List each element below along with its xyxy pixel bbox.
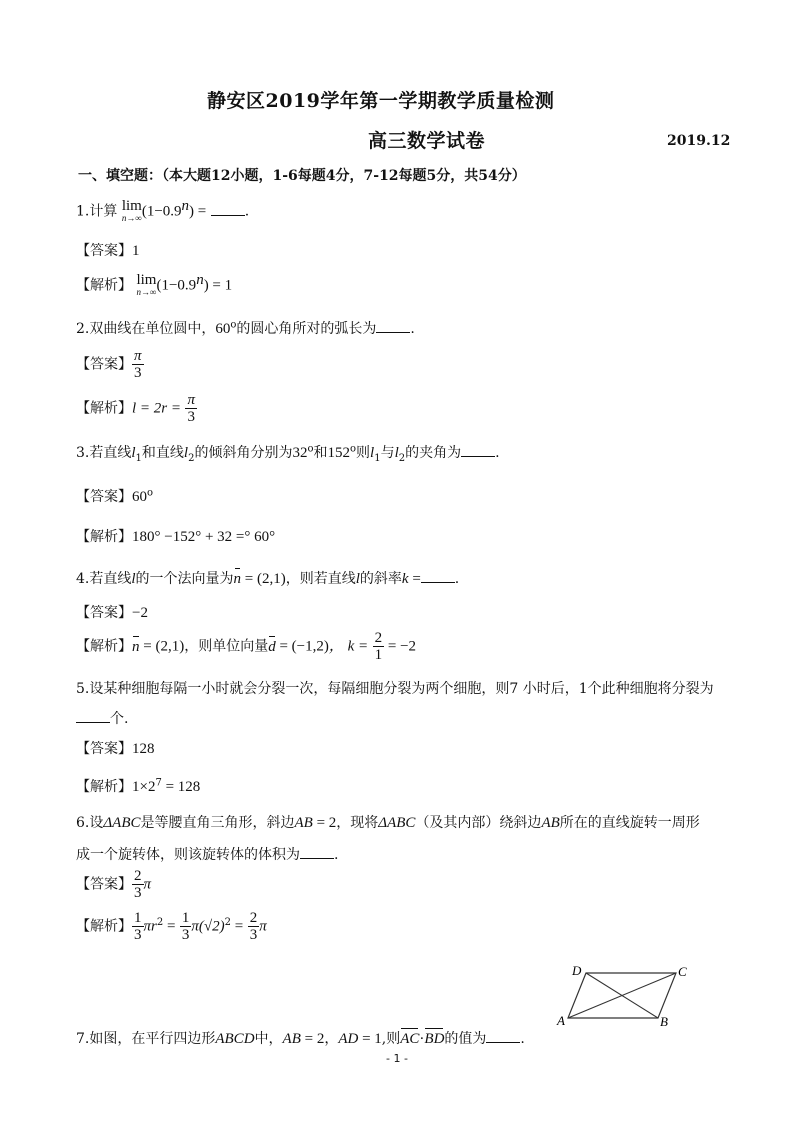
question-5-line2: 个.	[76, 708, 128, 728]
vertex-a-label: A	[557, 1013, 565, 1028]
limit-symbol: lim n→∞	[121, 197, 142, 223]
q1-analysis: 【解析】 lim n→∞ $(1-0.9^n) = 1$	[76, 271, 233, 297]
answer-blank	[376, 320, 410, 333]
parallelogram-figure	[552, 960, 702, 1030]
q1-answer: 【答案】1	[76, 243, 140, 259]
answer-blank	[486, 1030, 520, 1043]
q5-analysis: 【解析】$1\times 2^7 = 128$	[76, 777, 201, 795]
question-number: 1.	[76, 203, 90, 220]
q4-answer: 【答案】−2	[76, 605, 148, 621]
diagonal-bd	[586, 973, 658, 1018]
exam-title: 静安区2019学年第一学期教学质量检测	[207, 90, 555, 112]
q3-answer: 【答案】60$^o$	[76, 487, 154, 505]
answer-blank	[211, 203, 245, 216]
q4-analysis: 【解析】n = (2,1)，则单位向量d = (−1,2)， k = $\frac{2}{1}$ = −2	[76, 630, 417, 663]
question-3: 3.若直线$l_1$和直线$l_2$的倾斜角分别为32$^o$和152$^o$则$l_1$与$l_2$的夹角为 .	[76, 443, 500, 464]
q5-answer: 【答案】128	[76, 741, 155, 757]
vertex-d-label: D	[572, 963, 582, 978]
question-1: 1.计算 lim n→∞ $(1-0.9^n)$ = .	[76, 197, 250, 223]
q2-analysis: 【解析】l = 2r = $\frac{\pi}{3}$	[76, 392, 195, 425]
exam-date: 2019.12	[667, 133, 731, 149]
answer-blank	[421, 570, 455, 583]
q6-analysis: 【解析】 $\frac{1}{3}$ $\pi r^2$ = $\frac{1}{3}$ $\pi(√2)^2$ = $\frac{2}{3}$ π	[76, 910, 267, 943]
question-4: 4.若直线l的一个法向量为n = (2,1)，则若直线l的斜率k = .	[76, 571, 460, 587]
vertex-c-label: C	[678, 964, 687, 979]
question-7: 7.如图，在平行四边形ABCD中，AB = 2，AD = 1,则AC·BD的值为 .	[76, 1031, 525, 1047]
question-6: 6.设ΔABC是等腰直角三角形，斜边AB = 2，现将ΔABC（及其内部）绕斜边AB所在的直线旋转一周形	[76, 815, 700, 831]
question-6-line2: 成一个旋转体，则该旋转体的体积为 .	[76, 847, 339, 863]
q6-answer: 【答案】 $\frac{2}{3}$ π	[76, 868, 152, 901]
question-5: 5.设某种细胞每隔一小时就会分裂一次，每隔细胞分裂为两个细胞，则7 小时后，1个此种细胞将分裂为	[76, 681, 714, 697]
answer-blank	[461, 444, 495, 457]
answer-blank	[76, 710, 110, 723]
page-number: - 1 -	[386, 1052, 408, 1065]
section-heading: 一、填空题：（本大题12小题，1-6每题4分，7-12每题5分，共54分）	[78, 168, 526, 184]
q3-analysis: 【解析】180° −152° + 32 =° 60°	[76, 529, 276, 545]
question-2: 2.双曲线在单位圆中，60$^o$的圆心角所对的弧长为 .	[76, 319, 415, 337]
vertex-b-label: B	[660, 1014, 668, 1029]
exam-subtitle: 高三数学试卷	[368, 130, 486, 152]
q2-answer: 【答案】 $\frac{\pi}{3}$	[76, 348, 142, 381]
answer-blank	[300, 846, 334, 859]
